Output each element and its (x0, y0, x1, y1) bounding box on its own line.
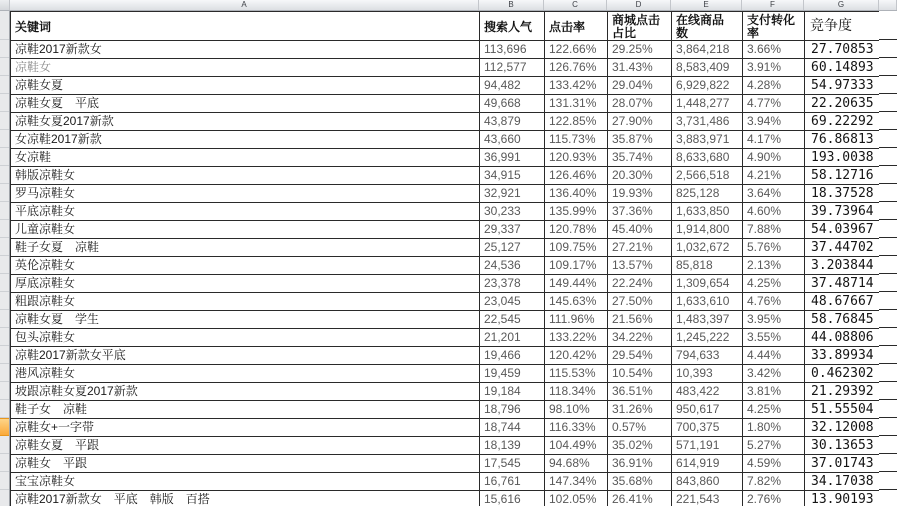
table-row (11, 329, 880, 347)
cell[interactable]: 54.03967 (805, 221, 880, 239)
row-header[interactable] (0, 238, 9, 256)
cell[interactable]: 3.95% (743, 311, 805, 329)
cell[interactable]: 4.59% (743, 455, 805, 473)
cell[interactable]: 122.66% (545, 41, 608, 59)
cell[interactable]: 港风凉鞋女 (11, 365, 480, 383)
row-header[interactable] (0, 130, 9, 148)
table-row (11, 203, 880, 221)
cell[interactable]: 4.25% (743, 275, 805, 293)
table-row (11, 275, 880, 293)
empty-cell[interactable] (879, 292, 897, 310)
cell[interactable]: 13.90193 (805, 491, 880, 506)
cell[interactable]: 22.20635 (805, 95, 880, 113)
cell[interactable]: 29.54% (608, 347, 672, 365)
cell[interactable]: 2.13% (743, 257, 805, 275)
cell[interactable]: 98.10% (545, 401, 608, 419)
cell[interactable]: 34.22% (608, 329, 672, 347)
cell[interactable]: 27.70853 (805, 41, 880, 59)
cell[interactable]: 4.17% (743, 131, 805, 149)
row-header[interactable] (0, 184, 9, 202)
cell[interactable]: 3.81% (743, 383, 805, 401)
empty-column[interactable] (879, 11, 897, 506)
table-row (11, 185, 880, 203)
cell[interactable]: 4.60% (743, 203, 805, 221)
cell[interactable]: 34.17038 (805, 473, 880, 491)
cell[interactable]: 133.42% (545, 77, 608, 95)
empty-cell[interactable] (879, 112, 897, 130)
column-header-b[interactable]: B (479, 0, 544, 10)
cell[interactable]: 凉鞋女 (11, 59, 480, 77)
row-header[interactable] (0, 202, 9, 220)
table-row (11, 437, 880, 455)
table-row (11, 149, 880, 167)
column-header-d[interactable]: D (607, 0, 671, 10)
cell[interactable]: 48.67667 (805, 293, 880, 311)
empty-cell[interactable] (879, 364, 897, 382)
cell[interactable]: 193.0038 (805, 149, 880, 167)
table-header-row (11, 12, 880, 41)
empty-cell[interactable] (879, 94, 897, 112)
cell[interactable]: 凉鞋女夏2017新款 (11, 113, 480, 131)
cell[interactable]: 49,668 (480, 95, 545, 113)
cell[interactable]: 2.76% (743, 491, 805, 506)
cell[interactable]: 43,660 (480, 131, 545, 149)
cell[interactable]: 30,233 (480, 203, 545, 221)
row-header[interactable] (0, 220, 9, 238)
empty-cell[interactable] (879, 58, 897, 76)
cell[interactable]: 鞋子女 凉鞋 (11, 401, 480, 419)
table-row (11, 131, 880, 149)
cell[interactable]: 843,860 (672, 473, 743, 491)
cell[interactable]: 6,929,822 (672, 77, 743, 95)
cell[interactable]: 凉鞋2017新款女平底 (11, 347, 480, 365)
cell[interactable]: 122.85% (545, 113, 608, 131)
cell[interactable]: 1,448,277 (672, 95, 743, 113)
column-header-g[interactable]: G (804, 0, 879, 10)
cell[interactable]: 4.76% (743, 293, 805, 311)
cell[interactable]: 102.05% (545, 491, 608, 506)
header-cell-search-popularity[interactable]: 搜索人气 (480, 12, 545, 41)
cell[interactable]: 23,378 (480, 275, 545, 293)
empty-cell[interactable] (879, 490, 897, 506)
cell[interactable]: 135.99% (545, 203, 608, 221)
cell[interactable]: 29,337 (480, 221, 545, 239)
cell[interactable]: 614,919 (672, 455, 743, 473)
empty-cell[interactable] (879, 418, 897, 436)
cell[interactable]: 115.53% (545, 365, 608, 383)
cell[interactable]: 平底凉鞋女 (11, 203, 480, 221)
cell[interactable]: 700,375 (672, 419, 743, 437)
header-cell-ctr[interactable]: 点击率 (545, 12, 608, 41)
table-row (11, 239, 880, 257)
cell[interactable]: 825,128 (672, 185, 743, 203)
cell[interactable]: 5.76% (743, 239, 805, 257)
empty-cell[interactable] (879, 148, 897, 166)
cell[interactable]: 厚底凉鞋女 (11, 275, 480, 293)
cell[interactable]: 29.04% (608, 77, 672, 95)
cell[interactable]: 136.40% (545, 185, 608, 203)
empty-cell[interactable] (879, 400, 897, 418)
column-header-a[interactable]: A (10, 0, 479, 10)
row-header[interactable] (0, 472, 9, 490)
row-header-strip (0, 11, 10, 506)
cell[interactable]: 罗马凉鞋女 (11, 185, 480, 203)
table-row (11, 221, 880, 239)
cell[interactable]: 126.76% (545, 59, 608, 77)
cell[interactable]: 0.462302 (805, 365, 880, 383)
row-header[interactable] (0, 310, 9, 328)
cell[interactable]: 16,761 (480, 473, 545, 491)
table-row (11, 401, 880, 419)
empty-cell[interactable] (879, 472, 897, 490)
table-row (11, 491, 880, 506)
cell[interactable]: 29.25% (608, 41, 672, 59)
cell[interactable]: 19,466 (480, 347, 545, 365)
row-header[interactable] (0, 364, 9, 382)
cell[interactable]: 17,545 (480, 455, 545, 473)
cell[interactable]: 凉鞋女夏 平底 (11, 95, 480, 113)
table-row (11, 347, 880, 365)
cell[interactable]: 44.08806 (805, 329, 880, 347)
cell[interactable]: 凉鞋女+一字带 (11, 419, 480, 437)
cell[interactable]: 76.86813 (805, 131, 880, 149)
cell[interactable]: 3,864,218 (672, 41, 743, 59)
cell[interactable]: 4.77% (743, 95, 805, 113)
cell[interactable]: 凉鞋女夏 平跟 (11, 437, 480, 455)
cell[interactable]: 1,309,654 (672, 275, 743, 293)
cell[interactable]: 鞋子女夏 凉鞋 (11, 239, 480, 257)
row-header[interactable] (0, 148, 9, 166)
empty-cell[interactable] (879, 40, 897, 58)
row-header[interactable] (0, 292, 9, 310)
cell[interactable]: 凉鞋2017新款女 平底 韩版 百搭 (11, 491, 480, 506)
cell[interactable]: 28.07% (608, 95, 672, 113)
column-header-f[interactable]: F (742, 0, 804, 10)
empty-cell[interactable] (879, 436, 897, 454)
cell[interactable]: 85,818 (672, 257, 743, 275)
cell[interactable]: 109.17% (545, 257, 608, 275)
cell[interactable]: 凉鞋女夏 学生 (11, 311, 480, 329)
cell[interactable]: 22,545 (480, 311, 545, 329)
cell[interactable]: 5.27% (743, 437, 805, 455)
cell[interactable]: 英伦凉鞋女 (11, 257, 480, 275)
cell[interactable]: 1,633,850 (672, 203, 743, 221)
cell[interactable]: 36,991 (480, 149, 545, 167)
cell[interactable]: 120.78% (545, 221, 608, 239)
cell[interactable]: 35.02% (608, 437, 672, 455)
table-row (11, 365, 880, 383)
cell[interactable]: 37.01743 (805, 455, 880, 473)
cell[interactable]: 19,184 (480, 383, 545, 401)
empty-cell[interactable] (879, 382, 897, 400)
table-row (11, 77, 880, 95)
cell[interactable]: 37.44702 (805, 239, 880, 257)
row-header[interactable] (0, 274, 9, 292)
empty-cell[interactable] (879, 256, 897, 274)
cell[interactable]: 4.28% (743, 77, 805, 95)
cell[interactable]: 104.49% (545, 437, 608, 455)
table-row (11, 113, 880, 131)
header-cell-pay-conversion[interactable]: 支付转化率 (743, 12, 805, 41)
row-header[interactable] (0, 400, 9, 418)
column-header-strip (0, 0, 897, 11)
cell[interactable]: 女凉鞋2017新款 (11, 131, 480, 149)
row-header[interactable] (0, 346, 9, 364)
cell[interactable]: 3,731,486 (672, 113, 743, 131)
cell[interactable]: 113,696 (480, 41, 545, 59)
cell[interactable]: 571,191 (672, 437, 743, 455)
cell[interactable]: 21.56% (608, 311, 672, 329)
row-header[interactable] (0, 11, 9, 40)
header-cell-keyword[interactable]: 关键词 (11, 12, 480, 41)
cell[interactable]: 27.90% (608, 113, 672, 131)
select-all-corner[interactable] (0, 0, 10, 10)
cell[interactable]: 4.44% (743, 347, 805, 365)
cell[interactable]: 35.74% (608, 149, 672, 167)
cell[interactable]: 25,127 (480, 239, 545, 257)
cell[interactable]: 包头凉鞋女 (11, 329, 480, 347)
cell[interactable]: 10,393 (672, 365, 743, 383)
cell[interactable]: 20.30% (608, 167, 672, 185)
cell[interactable]: 35.68% (608, 473, 672, 491)
empty-cell[interactable] (879, 184, 897, 202)
empty-cell[interactable] (879, 310, 897, 328)
cell[interactable]: 115.73% (545, 131, 608, 149)
cell[interactable]: 111.96% (545, 311, 608, 329)
row-header-selected[interactable] (0, 418, 9, 436)
cell[interactable]: 1,032,672 (672, 239, 743, 257)
cell[interactable]: 36.91% (608, 455, 672, 473)
cell[interactable]: 7.88% (743, 221, 805, 239)
cell[interactable]: 18,139 (480, 437, 545, 455)
cell[interactable]: 149.44% (545, 275, 608, 293)
cell[interactable]: 794,633 (672, 347, 743, 365)
cell[interactable]: 儿童凉鞋女 (11, 221, 480, 239)
row-header[interactable] (0, 454, 9, 472)
header-cell-online-products[interactable]: 在线商品数 (672, 12, 743, 41)
table-row (11, 473, 880, 491)
table-row (11, 257, 880, 275)
table-body (11, 41, 880, 506)
cell[interactable]: 126.46% (545, 167, 608, 185)
cell[interactable]: 3.55% (743, 329, 805, 347)
cell[interactable]: 94,482 (480, 77, 545, 95)
cell[interactable]: 94.68% (545, 455, 608, 473)
cell[interactable]: 30.13653 (805, 437, 880, 455)
cell[interactable]: 35.87% (608, 131, 672, 149)
empty-cell[interactable] (879, 76, 897, 94)
cell[interactable]: 22.24% (608, 275, 672, 293)
cell[interactable]: 27.50% (608, 293, 672, 311)
cell[interactable]: 145.63% (545, 293, 608, 311)
cell[interactable]: 36.51% (608, 383, 672, 401)
table-row (11, 59, 880, 77)
cell[interactable]: 221,543 (672, 491, 743, 506)
empty-cell[interactable] (879, 328, 897, 346)
cell[interactable]: 3.66% (743, 41, 805, 59)
cell[interactable]: 31.43% (608, 59, 672, 77)
cell[interactable]: 4.90% (743, 149, 805, 167)
cell[interactable]: 4.21% (743, 167, 805, 185)
cell[interactable]: 女凉鞋 (11, 149, 480, 167)
table-row (11, 311, 880, 329)
cell[interactable]: 33.89934 (805, 347, 880, 365)
cell[interactable]: 45.40% (608, 221, 672, 239)
row-header[interactable] (0, 58, 9, 76)
cell[interactable]: 韩版凉鞋女 (11, 167, 480, 185)
cell[interactable]: 51.55504 (805, 401, 880, 419)
cell[interactable]: 54.97333 (805, 77, 880, 95)
cell[interactable]: 3.94% (743, 113, 805, 131)
cell[interactable]: 3.42% (743, 365, 805, 383)
cell[interactable]: 58.76845 (805, 311, 880, 329)
cell[interactable]: 21,201 (480, 329, 545, 347)
cell[interactable]: 21.29392 (805, 383, 880, 401)
row-header[interactable] (0, 436, 9, 454)
cell[interactable]: 1,633,610 (672, 293, 743, 311)
cell[interactable]: 2,566,518 (672, 167, 743, 185)
row-header[interactable] (0, 328, 9, 346)
cell[interactable]: 34,915 (480, 167, 545, 185)
cell[interactable]: 18,796 (480, 401, 545, 419)
cell[interactable]: 宝宝凉鞋女 (11, 473, 480, 491)
cell[interactable]: 凉鞋2017新款女 (11, 41, 480, 59)
cell[interactable]: 3,883,971 (672, 131, 743, 149)
cell[interactable]: 8,583,409 (672, 59, 743, 77)
row-header[interactable] (0, 76, 9, 94)
empty-cell[interactable] (879, 220, 897, 238)
cell[interactable]: 凉鞋女夏 (11, 77, 480, 95)
cell[interactable]: 1,245,222 (672, 329, 743, 347)
cell[interactable]: 23,045 (480, 293, 545, 311)
empty-cell[interactable] (879, 238, 897, 256)
cell[interactable]: 32.12008 (805, 419, 880, 437)
cell[interactable]: 112,577 (480, 59, 545, 77)
cell[interactable]: 120.93% (545, 149, 608, 167)
keyword-table (10, 11, 880, 506)
cell[interactable]: 483,422 (672, 383, 743, 401)
cell[interactable]: 15,616 (480, 491, 545, 506)
cell[interactable]: 0.57% (608, 419, 672, 437)
cell[interactable]: 8,633,680 (672, 149, 743, 167)
row-header[interactable] (0, 490, 9, 506)
cell[interactable]: 43,879 (480, 113, 545, 131)
empty-cell[interactable] (879, 454, 897, 472)
empty-cell[interactable] (879, 202, 897, 220)
row-header[interactable] (0, 382, 9, 400)
cell[interactable]: 131.31% (545, 95, 608, 113)
empty-cell[interactable] (879, 346, 897, 364)
empty-cell[interactable] (879, 166, 897, 184)
cell[interactable]: 10.54% (608, 365, 672, 383)
cell[interactable]: 3.64% (743, 185, 805, 203)
cell[interactable]: 凉鞋女 平跟 (11, 455, 480, 473)
cell[interactable]: 13.57% (608, 257, 672, 275)
cell[interactable]: 120.42% (545, 347, 608, 365)
cell[interactable]: 950,617 (672, 401, 743, 419)
cell[interactable]: 133.22% (545, 329, 608, 347)
cell[interactable]: 69.22292 (805, 113, 880, 131)
cell[interactable]: 116.33% (545, 419, 608, 437)
row-header[interactable] (0, 40, 9, 58)
column-header-partial[interactable] (879, 0, 897, 10)
cell[interactable]: 109.75% (545, 239, 608, 257)
cell[interactable]: 39.73964 (805, 203, 880, 221)
cell[interactable]: 粗跟凉鞋女 (11, 293, 480, 311)
cell[interactable]: 1,483,397 (672, 311, 743, 329)
row-header[interactable] (0, 256, 9, 274)
empty-cell[interactable] (879, 130, 897, 148)
table-row (11, 293, 880, 311)
cell[interactable]: 1,914,800 (672, 221, 743, 239)
table-row (11, 383, 880, 401)
column-header-c[interactable]: C (544, 0, 607, 10)
cell[interactable]: 7.82% (743, 473, 805, 491)
column-header-e[interactable]: E (671, 0, 742, 10)
cell[interactable]: 24,536 (480, 257, 545, 275)
header-cell-competition[interactable]: 竞争度 (805, 12, 880, 41)
cell[interactable]: 26.41% (608, 491, 672, 506)
row-header[interactable] (0, 166, 9, 184)
cell[interactable]: 118.34% (545, 383, 608, 401)
cell[interactable]: 37.36% (608, 203, 672, 221)
cell[interactable]: 3.203844 (805, 257, 880, 275)
cell[interactable]: 3.91% (743, 59, 805, 77)
cell[interactable]: 19,459 (480, 365, 545, 383)
row-header[interactable] (0, 94, 9, 112)
header-cell-mall-click-share[interactable]: 商城点击占比 (608, 12, 672, 41)
cell[interactable]: 27.21% (608, 239, 672, 257)
cell[interactable]: 18,744 (480, 419, 545, 437)
cell[interactable]: 19.93% (608, 185, 672, 203)
table-row (11, 41, 880, 59)
cell[interactable]: 31.26% (608, 401, 672, 419)
cell[interactable]: 147.34% (545, 473, 608, 491)
cell[interactable]: 18.37528 (805, 185, 880, 203)
table-row (11, 455, 880, 473)
empty-cell[interactable] (879, 11, 897, 40)
table-row (11, 419, 880, 437)
table-row (11, 167, 880, 185)
cell[interactable]: 坡跟凉鞋女夏2017新款 (11, 383, 480, 401)
cell[interactable]: 60.14893 (805, 59, 880, 77)
table-row (11, 95, 880, 113)
cell[interactable]: 37.48714 (805, 275, 880, 293)
cell[interactable]: 4.25% (743, 401, 805, 419)
row-header[interactable] (0, 112, 9, 130)
cell[interactable]: 1.80% (743, 419, 805, 437)
empty-cell[interactable] (879, 274, 897, 292)
cell[interactable]: 32,921 (480, 185, 545, 203)
cell[interactable]: 58.12716 (805, 167, 880, 185)
